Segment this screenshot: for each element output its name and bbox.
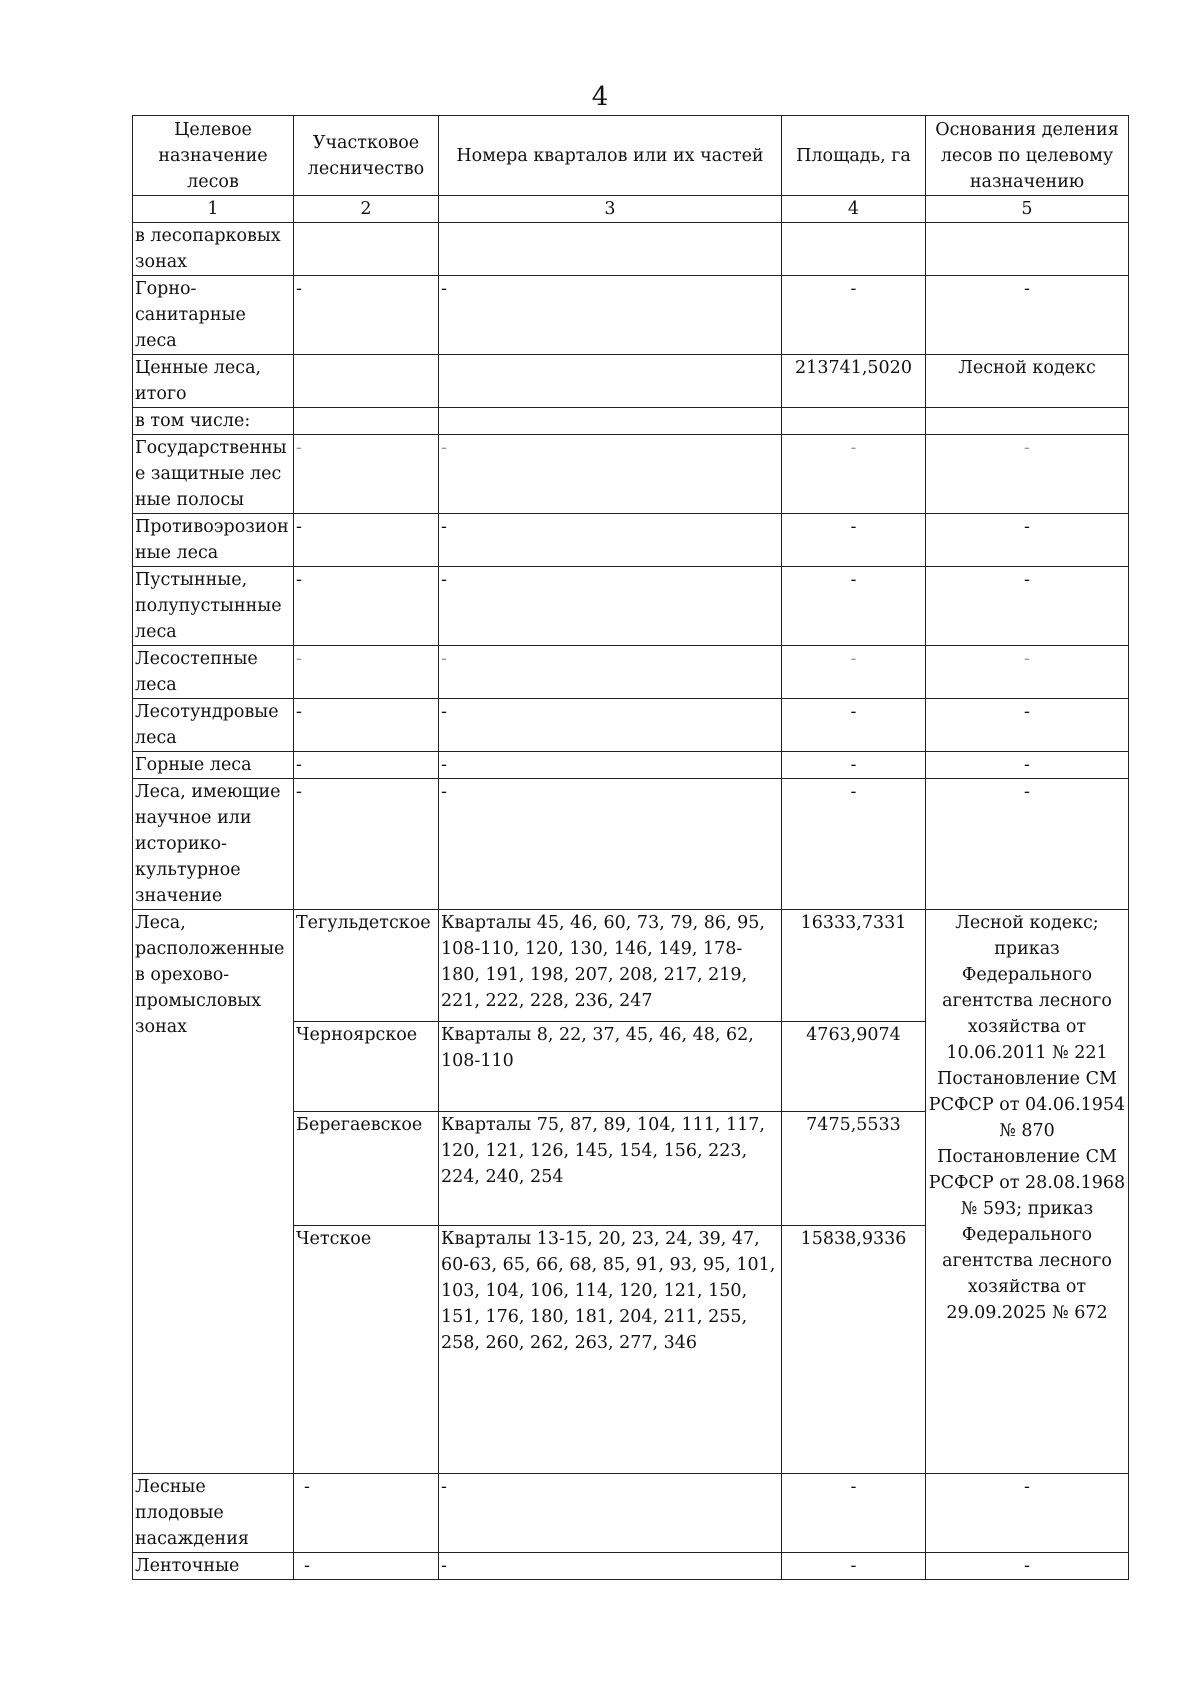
table-row [133, 514, 1129, 567]
purpose-cell: Ценные леса, итого [133, 355, 294, 408]
area-cell: - [782, 567, 926, 646]
area-cell: 15838,9336 [782, 1226, 926, 1474]
forestry-cell [294, 223, 439, 276]
quarters-cell: - [439, 646, 782, 699]
forestry-cell [294, 408, 439, 435]
basis-cell: Лесной кодекс [926, 355, 1129, 408]
quarters-cell: - [439, 699, 782, 752]
area-cell: 4763,9074 [782, 1022, 926, 1112]
quarters-cell: - [439, 435, 782, 514]
basis-cell: - [926, 1474, 1129, 1553]
basis-cell: - [926, 779, 1129, 910]
header-basis: Основания деления лесов по целевому назначению [926, 116, 1129, 196]
quarters-cell: - [439, 752, 782, 779]
column-number-row [133, 196, 1129, 223]
quarters-cell: - [439, 1474, 782, 1553]
forestry-cell: - [294, 646, 439, 699]
forestry-cell [294, 355, 439, 408]
quarters-cell: Кварталы 8, 22, 37, 45, 46, 48, 62, 108-110 [439, 1022, 782, 1112]
purpose-cell: Пустынные, полупустынные леса [133, 567, 294, 646]
forestry-cell: Четское [294, 1226, 439, 1474]
purpose-cell: Лесостепные леса [133, 646, 294, 699]
quarters-cell: - [439, 514, 782, 567]
area-cell: - [782, 514, 926, 567]
table-row [133, 779, 1129, 910]
forestry-cell: - [294, 276, 439, 355]
area-cell: - [782, 699, 926, 752]
purpose-cell: Горно-санитарные леса [133, 276, 294, 355]
table-row [133, 910, 1129, 1022]
quarters-cell: Кварталы 13-15, 20, 23, 24, 39, 47, 60-63, 65, 66, 68, 85, 91, 93, 95, 101, 103, 104, 106, 114, 120, 121, 150, 151, 176, 180, 181, 204, 211, 255, 258, 260, 262, 263, 277, 346 [439, 1226, 782, 1474]
basis-cell [926, 223, 1129, 276]
forestry-cell: - [294, 1553, 439, 1580]
area-cell: 16333,7331 [782, 910, 926, 1022]
header-area: Площадь, га [782, 116, 926, 196]
purpose-cell: Лесные плодовые насаждения [133, 1474, 294, 1553]
forestry-cell: - [294, 1474, 439, 1553]
table-row [133, 646, 1129, 699]
area-cell: - [782, 276, 926, 355]
purpose-cell: Леса, имеющие научное или историко-культурное значение [133, 779, 294, 910]
basis-cell: - [926, 276, 1129, 355]
column-number: 5 [926, 196, 1129, 223]
area-cell: - [782, 646, 926, 699]
table-row [133, 1553, 1129, 1580]
purpose-cell: Леса, расположенные в орехово-промысловых зонах [133, 910, 294, 1474]
forestry-cell: Черноярское [294, 1022, 439, 1112]
table-row [133, 435, 1129, 514]
purpose-cell: Лесотундровые леса [133, 699, 294, 752]
table-row [133, 752, 1129, 779]
purpose-cell: Ленточные [133, 1553, 294, 1580]
header-row [133, 116, 1129, 196]
basis-cell: - [926, 1553, 1129, 1580]
area-cell: 213741,5020 [782, 355, 926, 408]
basis-cell: - [926, 699, 1129, 752]
basis-cell: - [926, 435, 1129, 514]
table-row [133, 223, 1129, 276]
header-forestry: Участковое лесничество [294, 116, 439, 196]
forestry-cell: Тегульдетское [294, 910, 439, 1022]
area-cell: - [782, 1553, 926, 1580]
purpose-cell: в том числе: [133, 408, 294, 435]
table-row [133, 699, 1129, 752]
forest-purpose-table [132, 115, 1129, 1580]
area-cell [782, 408, 926, 435]
column-number: 1 [133, 196, 294, 223]
quarters-cell [439, 223, 782, 276]
header-quarters: Номера кварталов или их частей [439, 116, 782, 196]
area-cell: - [782, 779, 926, 910]
table-row [133, 408, 1129, 435]
quarters-cell: - [439, 276, 782, 355]
table-row [133, 1474, 1129, 1553]
column-number: 3 [439, 196, 782, 223]
area-cell: - [782, 1474, 926, 1553]
forestry-cell: - [294, 752, 439, 779]
header-purpose: Целевое назначение лесов [133, 116, 294, 196]
basis-cell: - [926, 514, 1129, 567]
forestry-cell: - [294, 514, 439, 567]
area-cell: 7475,5533 [782, 1112, 926, 1226]
purpose-cell: Государственные защитные лесные полосы [133, 435, 294, 514]
quarters-cell: Кварталы 75, 87, 89, 104, 111, 117, 120, 121, 126, 145, 154, 156, 223, 224, 240, 254 [439, 1112, 782, 1226]
table-row [133, 567, 1129, 646]
table-row [133, 355, 1129, 408]
basis-cell: Лесной кодекс; приказ Федерального агентства лесного хозяйства от 10.06.2011 № 221 Постановление СМ РСФСР от 04.06.1954 № 870 Постановление СМ РСФСР от 28.08.1968 № 593; приказ Федерального агентства лесного хозяйства от 29.09.2025 № 672 [926, 910, 1129, 1474]
quarters-cell: - [439, 1553, 782, 1580]
quarters-cell: Кварталы 45, 46, 60, 73, 79, 86, 95, 108-110, 120, 130, 146, 149, 178-180, 191, 198, 207, 208, 217, 219, 221, 222, 228, 236, 247 [439, 910, 782, 1022]
basis-cell: - [926, 752, 1129, 779]
area-cell: - [782, 435, 926, 514]
basis-cell [926, 408, 1129, 435]
basis-cell: - [926, 567, 1129, 646]
table-row [133, 276, 1129, 355]
purpose-cell: Противоэрозионные леса [133, 514, 294, 567]
area-cell: - [782, 752, 926, 779]
column-number: 4 [782, 196, 926, 223]
quarters-cell: - [439, 567, 782, 646]
quarters-cell: - [439, 779, 782, 910]
page-number: 4 [591, 82, 609, 112]
forestry-cell: - [294, 567, 439, 646]
area-cell [782, 223, 926, 276]
forestry-cell: - [294, 779, 439, 910]
purpose-cell: в лесопарковых зонах [133, 223, 294, 276]
purpose-cell: Горные леса [133, 752, 294, 779]
forestry-cell: Берегаевское [294, 1112, 439, 1226]
quarters-cell [439, 355, 782, 408]
forestry-cell: - [294, 435, 439, 514]
forestry-cell: - [294, 699, 439, 752]
quarters-cell [439, 408, 782, 435]
column-number: 2 [294, 196, 439, 223]
basis-cell: - [926, 646, 1129, 699]
